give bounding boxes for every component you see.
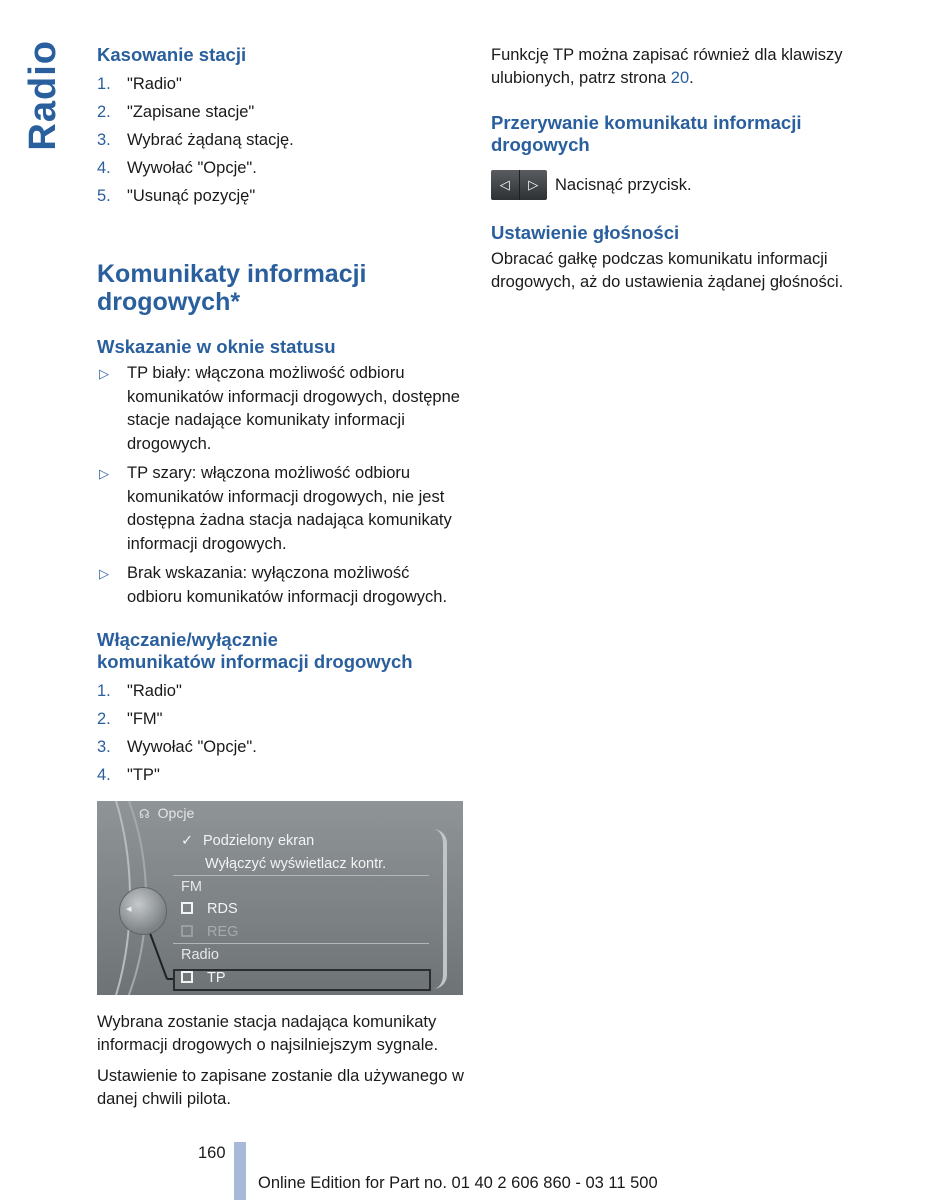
divider	[173, 875, 429, 876]
online-edition-note: Online Edition for Part no. 01 40 2 606 860 - 03 11 500	[258, 1174, 658, 1192]
checkbox-icon	[181, 971, 193, 983]
step-text: "FM"	[127, 710, 163, 728]
chapter-title-line1: Komunikaty informacji	[97, 260, 367, 288]
bullet-text: Brak wskazania: wyłączona możliwość odbioru komunikatów informacji drogowych.	[127, 564, 448, 606]
step-text: "Zapisane stacje"	[127, 103, 255, 121]
menu-item-reg	[181, 922, 238, 942]
toggle-traffic-steps	[97, 677, 465, 789]
menu-item-tp[interactable]	[181, 968, 226, 988]
step-number: 3.	[97, 738, 111, 756]
step-number: 4.	[97, 766, 111, 784]
chapter-title-line2: drogowych*	[97, 288, 241, 316]
footer-accent-bar	[234, 1142, 246, 1200]
menu-item-label: REG	[207, 924, 239, 940]
list-item	[97, 733, 465, 761]
paragraph-end: .	[689, 69, 694, 87]
paragraph-text: Funkcję TP można zapisać również dla klawiszy ulubionych, patrz strona	[491, 46, 843, 87]
group-label-fm: FM	[181, 879, 202, 895]
step-number: 2.	[97, 710, 111, 728]
group-label-radio: Radio	[181, 947, 219, 963]
paragraph-remote-key: Ustawienie to zapisane zostanie dla używanego w danej chwili pilota.	[97, 1067, 464, 1108]
list-item	[97, 705, 465, 733]
screen-title	[139, 805, 194, 821]
checkbox-icon	[181, 925, 193, 937]
menu-item-label: TP	[207, 970, 226, 986]
chapter-title	[97, 260, 465, 316]
heading-volume-setting: Ustawienie głośności	[491, 222, 680, 243]
heading-interrupt-announcement: Przerywanie komunikatu informacji drogowych	[491, 112, 802, 155]
page-number: 160	[198, 1144, 226, 1162]
step-text: "Usunąć pozycję"	[127, 187, 256, 205]
page-link[interactable]: 20	[670, 69, 690, 87]
step-number: 1.	[97, 75, 111, 93]
paragraph-volume: Obracać gałkę podczas komunikatu informacji drogowych, aż do ustawienia żądanej głośności.	[491, 250, 844, 291]
menu-item-label: Wyłączyć wyświetlacz kontr.	[205, 856, 387, 872]
list-item	[97, 98, 465, 126]
menu-item-label: Podzielony ekran	[203, 833, 315, 849]
step-number: 1.	[97, 682, 111, 700]
bullet-icon: ▷	[99, 566, 109, 581]
controller-knob-icon: ◂	[119, 887, 167, 935]
paragraph-favorites	[491, 44, 871, 90]
bullet-text: TP szary: włączona możliwość odbioru komunikatów informacji drogowych, nie jest dostępna żadna stacja nadająca komunikaty informacji drogowych.	[127, 464, 452, 553]
step-text: "TP"	[127, 766, 160, 784]
step-text: Wywołać "Opcje".	[127, 738, 257, 756]
heading-delete-station: Kasowanie stacji	[97, 44, 247, 65]
bullet-icon: ▷	[99, 366, 109, 381]
step-number: 2.	[97, 103, 111, 121]
heading-toggle-traffic	[97, 629, 465, 673]
step-number: 3.	[97, 131, 111, 149]
step-text: Wywołać "Opcje".	[127, 159, 257, 177]
heading-status-indicator: Wskazanie w oknie statusu	[97, 336, 336, 357]
screen-title-text: Opcje	[157, 805, 195, 821]
list-item	[97, 362, 465, 456]
heading-line2: komunikatów informacji drogowych	[97, 651, 413, 672]
menu-item-split-screen[interactable]	[181, 831, 314, 851]
list-item	[97, 126, 465, 154]
seek-right-icon: ▷	[528, 177, 539, 192]
step-number: 5.	[97, 187, 111, 205]
checkmark-icon: ✓	[181, 833, 194, 849]
checkbox-icon	[181, 902, 193, 914]
menu-item-label: RDS	[207, 901, 238, 917]
button-instruction-text: Nacisnąć przycisk.	[555, 175, 692, 194]
status-indicator-bullets	[97, 362, 465, 609]
left-column	[97, 44, 465, 1119]
list-item	[97, 154, 465, 182]
list-item	[97, 70, 465, 98]
step-text: Wybrać żądaną stację.	[127, 131, 294, 149]
button-instruction	[491, 170, 871, 200]
bullet-icon: ▷	[99, 466, 109, 481]
delete-station-steps	[97, 70, 465, 210]
heading-line1: Włączanie/wyłącznie	[97, 629, 278, 650]
menu-item-turn-off-display[interactable]	[205, 854, 386, 874]
divider	[173, 943, 429, 944]
options-screen-image	[97, 801, 463, 995]
options-icon: ☊	[139, 807, 150, 821]
menu-item-rds[interactable]	[181, 899, 238, 919]
seek-left-icon: ◁	[491, 170, 520, 200]
list-item	[97, 562, 465, 609]
list-item	[97, 677, 465, 705]
list-item	[97, 761, 465, 789]
chapter-side-tab: Radio	[22, 40, 64, 151]
step-text: "Radio"	[127, 75, 182, 93]
step-text: "Radio"	[127, 682, 182, 700]
right-column	[491, 44, 871, 302]
paragraph-strongest-signal: Wybrana zostanie stacja nadająca komunikaty informacji drogowych o najsilniejszym sygnale.	[97, 1013, 439, 1054]
list-item	[97, 182, 465, 210]
seek-buttons-icon	[491, 170, 547, 200]
list-item	[97, 462, 465, 556]
bullet-text: TP biały: włączona możliwość odbioru komunikatów informacji drogowych, dostępne stacje nadające komunikaty informacji drogowych.	[127, 364, 460, 453]
step-number: 4.	[97, 159, 111, 177]
